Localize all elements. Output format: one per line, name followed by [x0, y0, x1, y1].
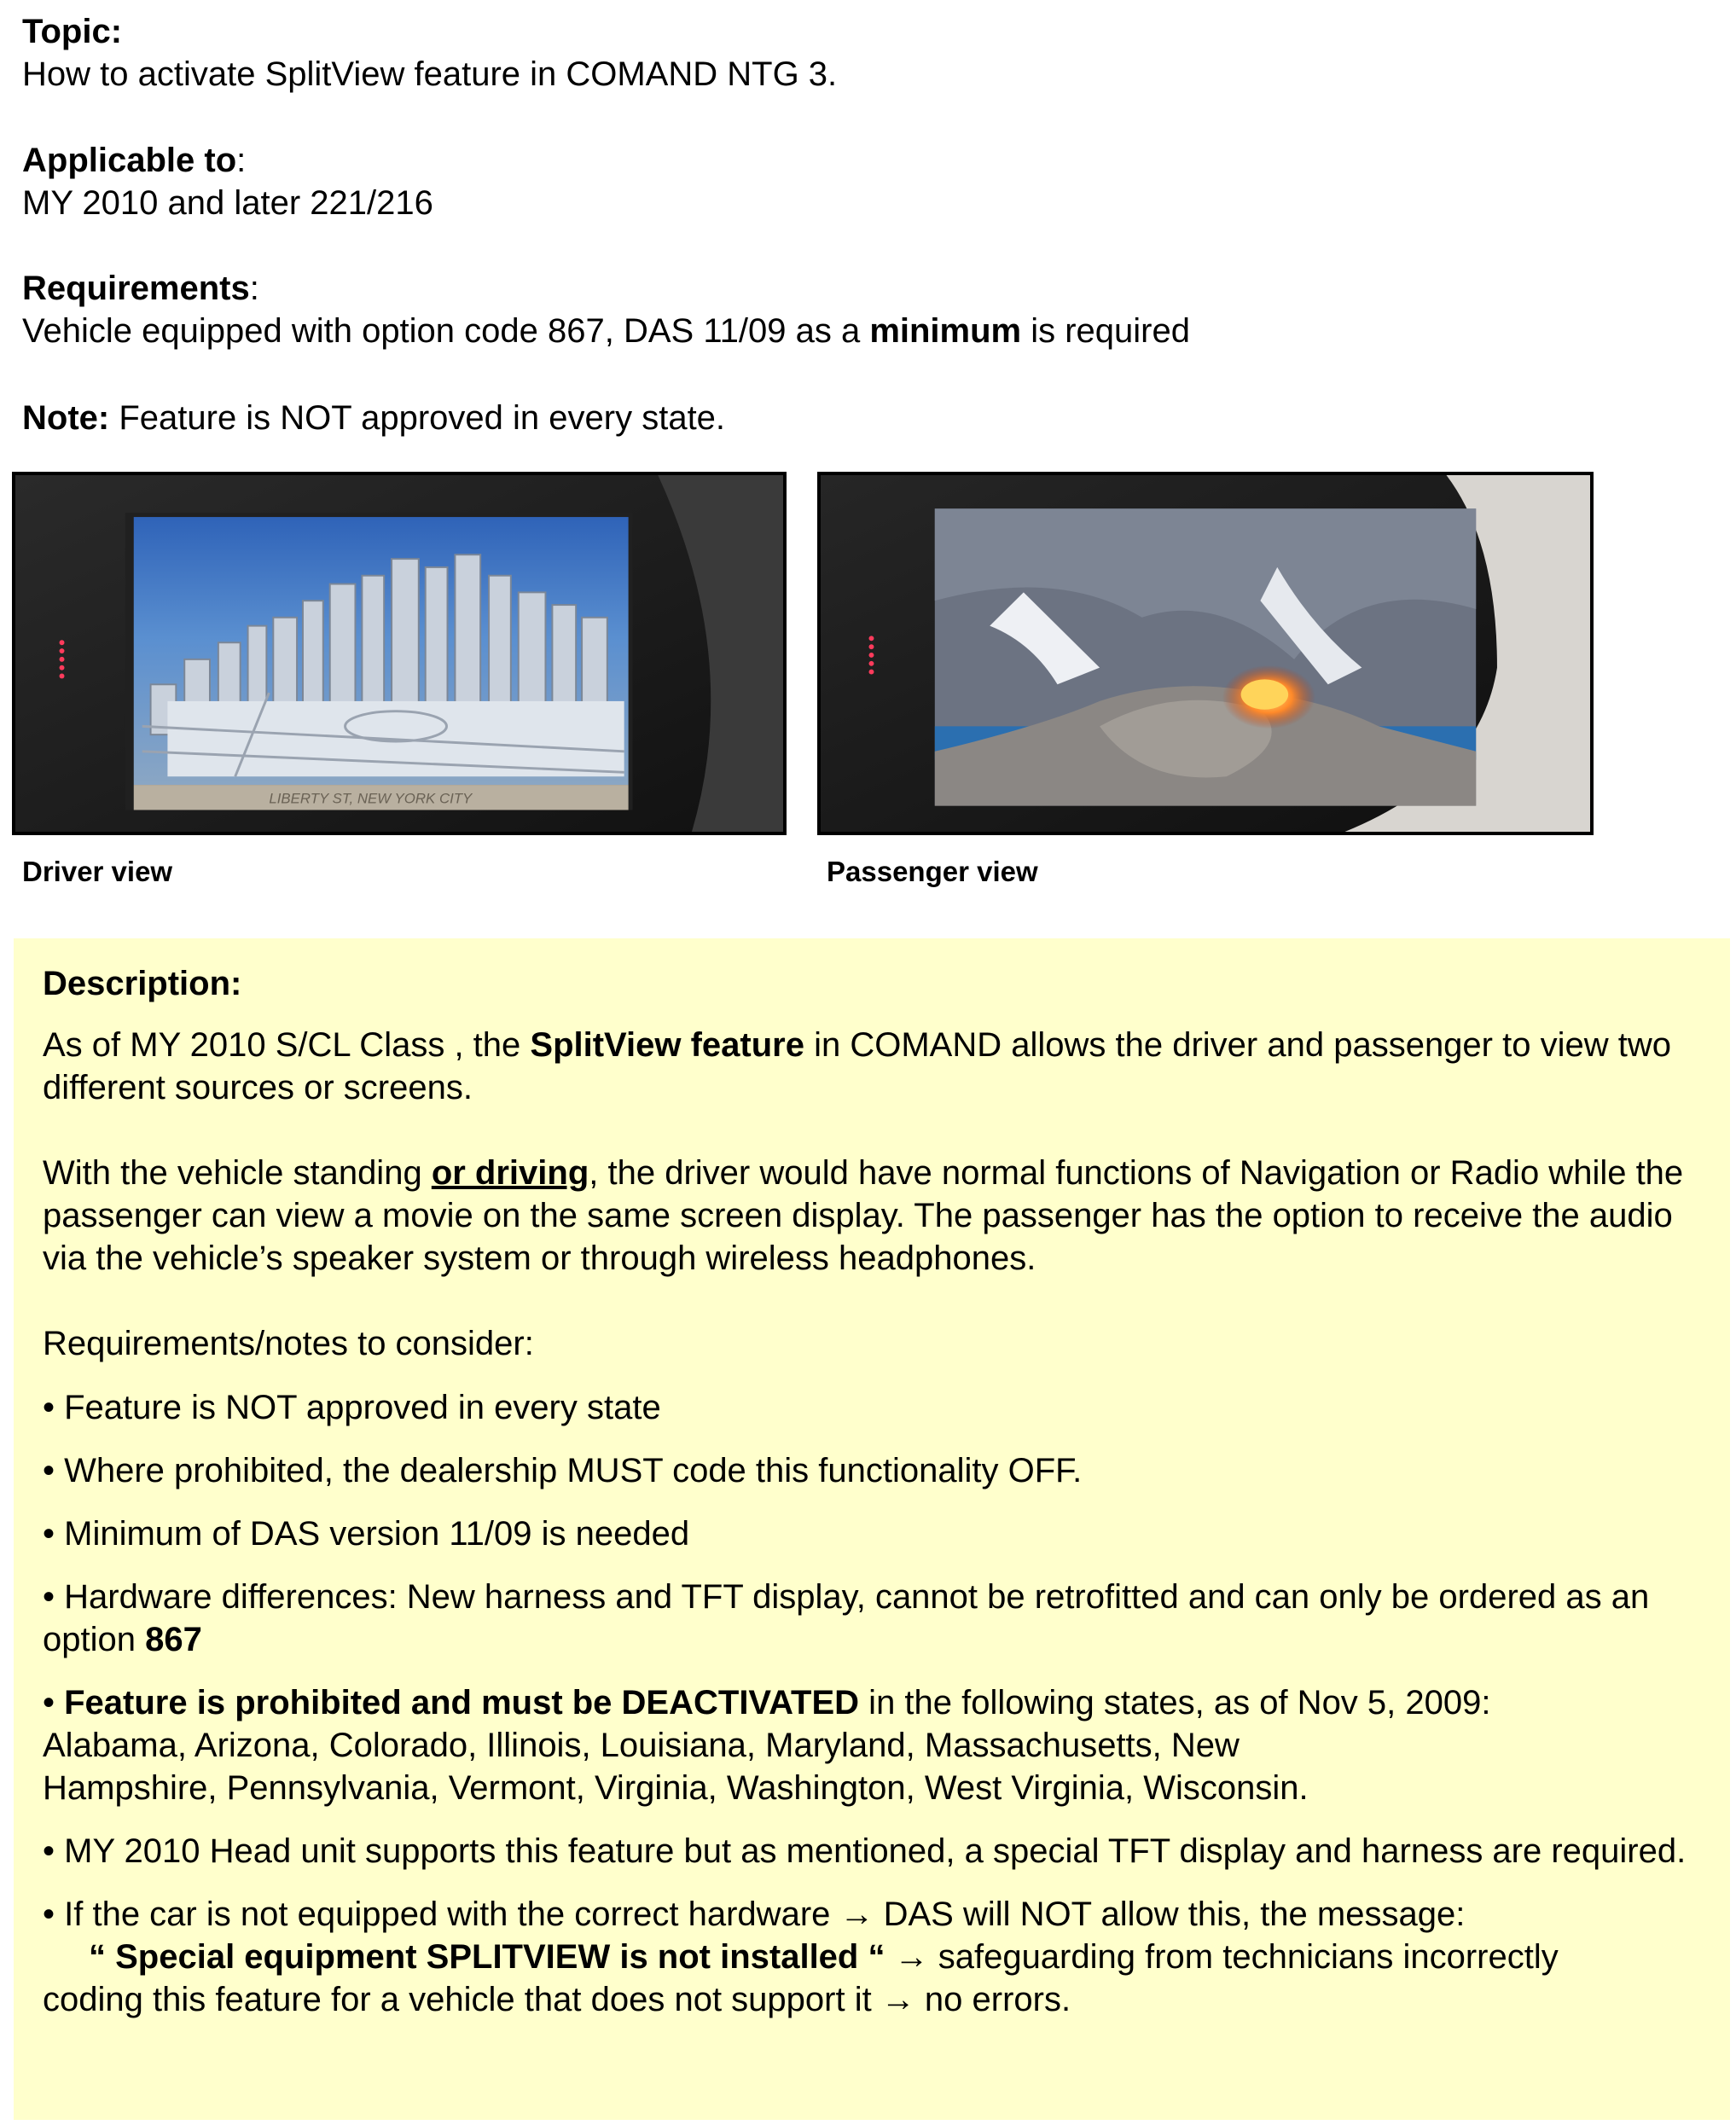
requirements-colon: :: [249, 270, 259, 307]
description-heading: Description:: [43, 965, 242, 1002]
note-section: [22, 397, 725, 439]
topic-label: Topic:: [22, 13, 123, 50]
requirements-section: [22, 267, 1190, 352]
requirements-text: Vehicle equipped with option code 867, DAS 11/09 as a minimum is required: [22, 312, 1190, 350]
requirements-notes-heading: Requirements/notes to consider:: [43, 1325, 534, 1362]
splitview-message-bold: “ Special equipment SPLITVIEW is not installed “: [89, 1938, 885, 1976]
note-text: Feature is NOT approved in every state.: [109, 399, 726, 437]
bullet-not-approved: • Feature is NOT approved in every state: [43, 1389, 661, 1426]
passenger-view-caption: Passenger view: [827, 856, 1038, 887]
prohibited-bold: Feature is prohibited and must be DEACTIVATED: [64, 1684, 860, 1721]
bullet-correct-hardware: • If the car is not equipped with the correct hardware → DAS will NOT allow this, the message: “ Special equipment SPLITVIEW is not installed “ → safeguarding from technicians incorrectly coding this feature for a vehicle that does not support it → no errors.: [43, 1896, 1559, 2018]
driver-view-caption: Driver view: [22, 856, 173, 887]
requirements-label: Requirements: [22, 270, 250, 307]
topic-text: How to activate SplitView feature in COMAND NTG 3.: [22, 55, 838, 93]
applicable-section: [22, 139, 433, 224]
applicable-label: Applicable to: [22, 142, 237, 179]
driver-view-photo: [12, 472, 787, 835]
description-paragraph-2: With the vehicle standing or driving, the driver would have normal functions of Navigation or Radio while the passenger can view a movie on the same screen display. The passenger has the option to receive the audio via the vehicle’s speaker system or through wireless headphones.: [43, 1154, 1684, 1277]
splitview-feature-bold: SplitView feature: [530, 1026, 804, 1064]
bullet-head-unit: • MY 2010 Head unit supports this feature but as mentioned, a special TFT display and harness are required.: [43, 1832, 1687, 1870]
bullet-prohibited-states: • Feature is prohibited and must be DEACTIVATED in the following states, as of Nov 5, 2009: Alabama, Arizona, Colorado, Illinois, Louisiana, Maryland, Massachusetts, New Hampshire, Pennsylvania, Vermont, Virginia, Washington, West Virginia, Wisconsin.: [43, 1684, 1491, 1807]
driver-screen-text: LIBERTY ST, NEW YORK CITY: [269, 790, 473, 807]
bullet-hardware: • Hardware differences: New harness and TFT display, cannot be retrofitted and can only be ordered as an option 867: [43, 1578, 1650, 1658]
option-867-bold: 867: [145, 1621, 202, 1658]
topic-section: [22, 10, 837, 96]
requirements-minimum: minimum: [869, 312, 1022, 350]
description-box: [14, 938, 1730, 2120]
description-paragraph-1: As of MY 2010 S/CL Class , the SplitView feature in COMAND allows the driver and passenger to view two different sources or screens.: [43, 1026, 1671, 1106]
passenger-view-photo: [817, 472, 1594, 835]
bullet-das-version: • Minimum of DAS version 11/09 is needed: [43, 1515, 690, 1553]
applicable-text: MY 2010 and later 221/216: [22, 184, 433, 222]
note-label: Note:: [22, 399, 110, 437]
applicable-colon: :: [236, 142, 247, 179]
or-driving-underlined: or driving: [431, 1154, 589, 1192]
bullet-code-off: • Where prohibited, the dealership MUST code this functionality OFF.: [43, 1452, 1083, 1489]
